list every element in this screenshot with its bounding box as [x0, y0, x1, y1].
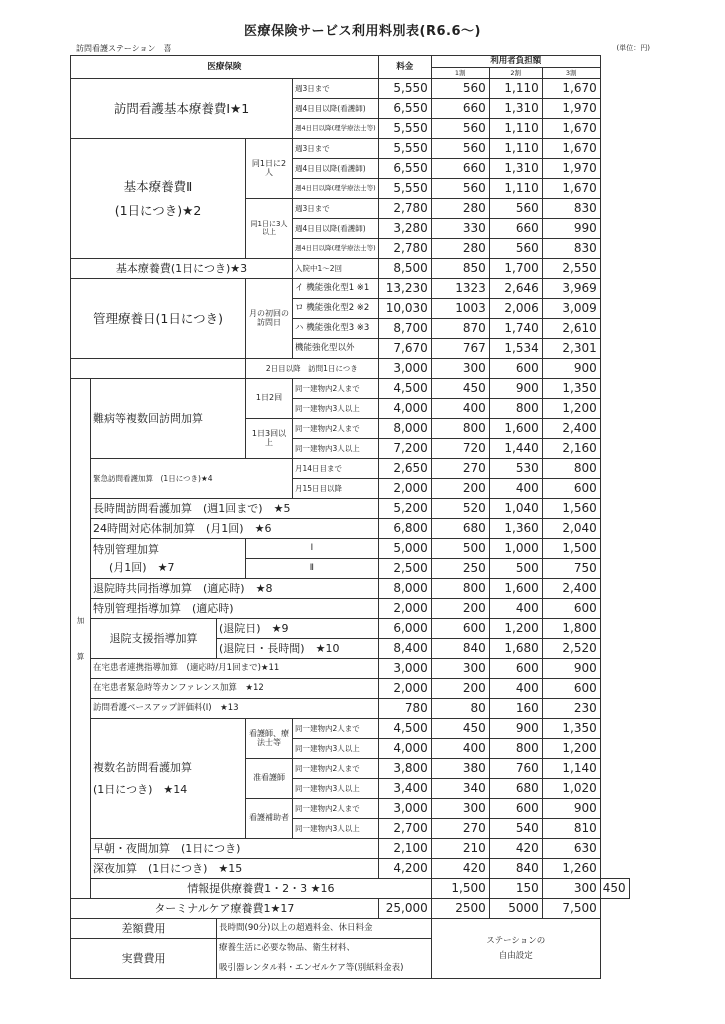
row-fee: 3,400: [378, 779, 431, 799]
row-p3: 800: [542, 459, 600, 479]
mgmt-second-sub: 2日目以降 訪問1日につき: [246, 359, 379, 379]
row-p3: 2,400: [542, 419, 600, 439]
row-fee: 3,000: [378, 659, 431, 679]
basic2-label-line1: 基本療養費Ⅱ: [123, 179, 193, 195]
row-p1: 280: [431, 199, 489, 219]
row-p1: 800: [431, 419, 489, 439]
row-p3: 1,670: [542, 79, 600, 99]
row-p1: 520: [431, 499, 489, 519]
early-night-label: 早朝・夜間加算 (1日につき): [91, 839, 379, 859]
self-set-line2: 自由設定: [498, 950, 533, 961]
row-fee: 4,000: [378, 399, 431, 419]
row-fee: 5,550: [378, 79, 431, 99]
actual-cost-label: 実費費用: [71, 939, 217, 979]
row-p3: 1,020: [542, 779, 600, 799]
row-p2: 400: [489, 599, 542, 619]
row-sub: 週3日まで: [293, 79, 379, 99]
row-p3: 830: [542, 239, 600, 259]
row-p2: 1,200: [489, 619, 542, 639]
row-p1: 850: [431, 259, 489, 279]
row-sub: 月14日目まで: [293, 459, 379, 479]
header-3wari: 3割: [542, 68, 600, 79]
row-p1: 400: [431, 739, 489, 759]
row-sub: (退院日・長時間) ★10: [217, 639, 379, 659]
row-p1: 660: [431, 159, 489, 179]
self-set-line1: ステーションの: [486, 935, 546, 946]
row-sub: 週3日まで: [293, 139, 379, 159]
row-sub: 同一建物内2人まで: [293, 379, 379, 399]
row-p2: 1,000: [489, 539, 542, 559]
basic2-label-line2: (1日につき)★2: [114, 202, 202, 218]
row-p2: 1,534: [489, 339, 542, 359]
row-sub: 同一建物内3人以上: [293, 399, 379, 419]
row-fee: 2,500: [378, 559, 431, 579]
header-fee: 料金: [378, 56, 431, 79]
row-fee: 2,780: [378, 199, 431, 219]
row-p3: 810: [542, 819, 600, 839]
row-p1: 150: [489, 879, 542, 899]
row-p2: 1,600: [489, 579, 542, 599]
header-burden: 利用者負担額: [431, 56, 600, 68]
special-guide-label: 特別管理指導加算 (適応時): [91, 599, 379, 619]
row-fee: 2,780: [378, 239, 431, 259]
row-p3: 600: [542, 479, 600, 499]
row-p3: 600: [542, 599, 600, 619]
special-mgmt-label-2: (月1回) ★7: [109, 560, 175, 574]
row-p1: 300: [431, 799, 489, 819]
row-sub: ハ 機能強化型3 ※3: [293, 319, 379, 339]
row-p1: 660: [431, 99, 489, 119]
basic2-group-a: 同1日に2人: [246, 139, 293, 199]
row-fee: 3,000: [378, 359, 431, 379]
row-p1: 200: [431, 599, 489, 619]
discharge-support-label: 退院支援指導加算: [91, 619, 217, 659]
row-p3: 1,670: [542, 139, 600, 159]
row-p3: 2,400: [542, 579, 600, 599]
multi-staff-group-3: 看護補助者: [246, 799, 293, 839]
row-p3: 1,970: [542, 99, 600, 119]
special-mgmt-label: [91, 539, 246, 579]
row-p2: 600: [489, 659, 542, 679]
h24-label: 24時間対応体制加算 (月1回) ★6: [91, 519, 379, 539]
multi-visit-group-2: 1日3回以上: [246, 419, 293, 459]
row-p3: 900: [542, 799, 600, 819]
row-p2: 1,740: [489, 319, 542, 339]
row-p1: 560: [431, 139, 489, 159]
row-sub: (退院日) ★9: [217, 619, 379, 639]
row-p3: 2,040: [542, 519, 600, 539]
row-fee: 2,000: [378, 599, 431, 619]
row-fee: 780: [378, 699, 431, 719]
row-p2: 800: [489, 739, 542, 759]
row-fee: 5,550: [378, 139, 431, 159]
row-fee: 25,000: [378, 899, 431, 919]
row-fee: 2,000: [378, 679, 431, 699]
row-fee: 5,550: [378, 119, 431, 139]
row-sub: 週4日目以降(看護師): [293, 99, 379, 119]
row-p3: 1,350: [542, 379, 600, 399]
row-p1: 300: [431, 659, 489, 679]
multi-staff-label-2: (1日につき) ★14: [93, 782, 188, 796]
station-name: 訪問看護ステーション 喜: [76, 44, 172, 53]
row-p2: 660: [489, 219, 542, 239]
row-fee: 4,000: [378, 739, 431, 759]
multi-staff-label: [91, 719, 246, 839]
row-p1: 1323: [431, 279, 489, 299]
diff-cost-desc: 長時間(90分)以上の超過料金、休日料金: [217, 919, 432, 939]
row-fee: 3,280: [378, 219, 431, 239]
row-p2: 5000: [489, 899, 542, 919]
row-p3: 2,301: [542, 339, 600, 359]
row-fee: 6,800: [378, 519, 431, 539]
row-p2: 2,006: [489, 299, 542, 319]
row-p3: 750: [542, 559, 600, 579]
row-fee: 7,200: [378, 439, 431, 459]
multi-visit-label: 難病等複数回訪問加算: [91, 379, 246, 459]
multi-staff-group-1: 看護師、療法士等: [246, 719, 293, 759]
row-fee: 13,230: [378, 279, 431, 299]
row-sub: 週4日目以降(看護師): [293, 159, 379, 179]
row-p3: 830: [542, 199, 600, 219]
row-p1: 200: [431, 479, 489, 499]
row-sub: 同一建物内3人以上: [293, 779, 379, 799]
row-p2: 800: [489, 399, 542, 419]
self-set-note: [431, 919, 600, 979]
row-p3: 1,200: [542, 399, 600, 419]
row-p2: 1,360: [489, 519, 542, 539]
home-emerg-label: 在宅患者緊急時等カンファレンス加算 ★12: [91, 679, 379, 699]
row-p2: 400: [489, 479, 542, 499]
row-fee: 8,000: [378, 579, 431, 599]
special-mgmt-label-1: 特別管理加算: [93, 542, 159, 556]
row-sub: 同一建物内3人以上: [293, 819, 379, 839]
row-p2: 900: [489, 719, 542, 739]
row-sub: Ⅱ: [246, 559, 379, 579]
header-insurance: 医療保険: [71, 56, 379, 79]
terminal-label: ターミナルケア療養費1★17: [71, 899, 379, 919]
row-p2: 160: [489, 699, 542, 719]
mgmt-label: 管理療養日(1日につき): [71, 279, 246, 359]
row-p3: 2,520: [542, 639, 600, 659]
row-fee: 5,000: [378, 539, 431, 559]
row-p3: 630: [542, 839, 600, 859]
row-p1: 420: [431, 859, 489, 879]
row-sub: 同一建物内2人まで: [293, 759, 379, 779]
basic2-group-b: 同1日に3人以上: [246, 199, 293, 259]
row-sub: ロ 機能強化型2 ※2: [293, 299, 379, 319]
row-fee: 8,700: [378, 319, 431, 339]
mgmt-first-visit: 月の初回の訪問日: [246, 279, 293, 359]
home-coop-label: 在宅患者連携指導加算 (適応時/月1回まで)★11: [91, 659, 379, 679]
row-p3: 2,160: [542, 439, 600, 459]
row-p2: 1,110: [489, 119, 542, 139]
row-fee: 6,550: [378, 159, 431, 179]
row-fee: 5,550: [378, 179, 431, 199]
row-p3: 1,350: [542, 719, 600, 739]
row-p2: 1,700: [489, 259, 542, 279]
row-fee: 5,200: [378, 499, 431, 519]
row-p2: 900: [489, 379, 542, 399]
row-p3: 3,969: [542, 279, 600, 299]
row-sub: 週4日目以降(看護師): [293, 219, 379, 239]
row-sub: 同一建物内2人まで: [293, 419, 379, 439]
row-p1: 560: [431, 79, 489, 99]
fee-table-body: [70, 55, 630, 979]
row-p3: 900: [542, 659, 600, 679]
row-p1: 200: [431, 679, 489, 699]
row-p2: 420: [489, 839, 542, 859]
row-fee: 2,100: [378, 839, 431, 859]
row-p3: 990: [542, 219, 600, 239]
row-p2: 400: [489, 679, 542, 699]
row-p3: 450: [600, 879, 629, 899]
row-p1: 870: [431, 319, 489, 339]
row-p1: 330: [431, 219, 489, 239]
long-visit-label: 長時間訪問看護加算 (週1回まで) ★5: [91, 499, 379, 519]
row-p3: 230: [542, 699, 600, 719]
row-fee: 4,200: [378, 859, 431, 879]
row-p3: 1,970: [542, 159, 600, 179]
row-sub: 週4日目以降(理学療法士等): [293, 119, 379, 139]
row-p1: 380: [431, 759, 489, 779]
row-sub: 入院中1～2回: [293, 259, 379, 279]
row-p1: 680: [431, 519, 489, 539]
row-p2: 760: [489, 759, 542, 779]
row-sub: 週4日目以降(理学療法士等): [293, 179, 379, 199]
row-sub: 週3日まで: [293, 199, 379, 219]
row-fee: 1,500: [431, 879, 489, 899]
kasan-label-a: 加: [76, 615, 85, 625]
basic3-label: 基本療養費(1日につき)★3: [71, 259, 293, 279]
row-p1: 600: [431, 619, 489, 639]
page-title: 医療保険サービス利用料別表(R6.6～): [244, 24, 481, 39]
row-p3: 2,550: [542, 259, 600, 279]
row-p3: 2,610: [542, 319, 600, 339]
row-p2: 1,040: [489, 499, 542, 519]
row-p2: 600: [489, 799, 542, 819]
row-p1: 450: [431, 379, 489, 399]
row-p3: 1,200: [542, 739, 600, 759]
row-p2: 560: [489, 199, 542, 219]
row-p1: 210: [431, 839, 489, 859]
row-p2: 1,110: [489, 79, 542, 99]
row-fee: 8,400: [378, 639, 431, 659]
header-2wari: 2割: [489, 68, 542, 79]
urgent-label: 緊急訪問看護加算 (1日につき)★4: [91, 459, 293, 499]
row-sub: 同一建物内3人以上: [293, 439, 379, 459]
row-p2: 1,110: [489, 139, 542, 159]
row-fee: 3,800: [378, 759, 431, 779]
row-fee: 8,000: [378, 419, 431, 439]
row-p1: 720: [431, 439, 489, 459]
row-p3: 900: [542, 359, 600, 379]
row-sub: 同一建物内2人まで: [293, 719, 379, 739]
row-p3: 1,670: [542, 179, 600, 199]
row-p1: 560: [431, 119, 489, 139]
row-p1: 340: [431, 779, 489, 799]
row-fee: 7,670: [378, 339, 431, 359]
row-fee: 2,700: [378, 819, 431, 839]
row-p2: 840: [489, 859, 542, 879]
row-p1: 250: [431, 559, 489, 579]
row-p1: 560: [431, 179, 489, 199]
row-sub: 同一建物内2人まで: [293, 799, 379, 819]
row-fee: 6,550: [378, 99, 431, 119]
row-p1: 800: [431, 579, 489, 599]
row-p2: 2,646: [489, 279, 542, 299]
multi-staff-group-2: 准看護師: [246, 759, 293, 799]
row-p3: 1,260: [542, 859, 600, 879]
row-p3: 1,670: [542, 119, 600, 139]
row-p2: 560: [489, 239, 542, 259]
row-p2: 1,680: [489, 639, 542, 659]
basic1-label: 訪問看護基本療養費Ⅰ★1: [71, 79, 293, 139]
row-p2: 1,600: [489, 419, 542, 439]
row-fee: 6,000: [378, 619, 431, 639]
row-p2: 530: [489, 459, 542, 479]
row-p2: 680: [489, 779, 542, 799]
row-fee: 2,000: [378, 479, 431, 499]
row-p1: 400: [431, 399, 489, 419]
row-fee: 10,030: [378, 299, 431, 319]
multi-staff-label-1: 複数名訪問看護加算: [93, 760, 192, 774]
row-p3: 600: [542, 679, 600, 699]
row-sub: 月15日目以降: [293, 479, 379, 499]
row-p2: 1,110: [489, 179, 542, 199]
row-sub: 機能強化型以外: [293, 339, 379, 359]
row-fee: 3,000: [378, 799, 431, 819]
row-p3: 1,140: [542, 759, 600, 779]
kasan-label: [71, 379, 91, 899]
row-p1: 840: [431, 639, 489, 659]
actual-cost-desc2: 吸引器レンタル料・エンゼルケア等(別紙料金表): [217, 959, 432, 979]
row-p1: 2500: [431, 899, 489, 919]
row-p2: 300: [542, 879, 600, 899]
row-fee: 4,500: [378, 719, 431, 739]
row-fee: 8,500: [378, 259, 431, 279]
row-fee: 4,500: [378, 379, 431, 399]
row-p1: 767: [431, 339, 489, 359]
row-p1: 270: [431, 819, 489, 839]
row-p1: 280: [431, 239, 489, 259]
row-p2: 1,440: [489, 439, 542, 459]
row-p3: 1,500: [542, 539, 600, 559]
row-p1: 450: [431, 719, 489, 739]
late-night-label: 深夜加算 (1日につき) ★15: [91, 859, 379, 879]
row-fee: 2,650: [378, 459, 431, 479]
fee-table: [70, 55, 630, 979]
discharge-joint-label: 退院時共同指導加算 (適応時) ★8: [91, 579, 379, 599]
diff-cost-label: 差額費用: [71, 919, 217, 939]
row-p3: 7,500: [542, 899, 600, 919]
row-p1: 500: [431, 539, 489, 559]
row-p1: 270: [431, 459, 489, 479]
row-p2: 1,310: [489, 99, 542, 119]
row-sub: 週4日目以降(理学療法士等): [293, 239, 379, 259]
actual-cost-desc1: 療養生活に必要な物品、衛生材料、: [217, 939, 432, 959]
row-p2: 1,310: [489, 159, 542, 179]
multi-visit-group-1: 1日2回: [246, 379, 293, 419]
baseup-label: 訪問看護ベースアップ評価料(Ⅰ) ★13: [91, 699, 379, 719]
row-sub: 同一建物内3人以上: [293, 739, 379, 759]
row-p3: 3,009: [542, 299, 600, 319]
info-label: 情報提供療養費1・2・3 ★16: [91, 879, 432, 899]
row-p3: 1,800: [542, 619, 600, 639]
unit-note: (単位：円): [616, 44, 650, 52]
header-1wari: 1割: [431, 68, 489, 79]
row-sub: Ⅰ: [246, 539, 379, 559]
basic2-label: [71, 139, 246, 259]
row-p1: 80: [431, 699, 489, 719]
row-p2: 600: [489, 359, 542, 379]
row-p1: 300: [431, 359, 489, 379]
kasan-label-b: 算: [76, 651, 85, 661]
row-sub: イ 機能強化型1 ※1: [293, 279, 379, 299]
row-p2: 500: [489, 559, 542, 579]
row-p1: 1003: [431, 299, 489, 319]
row-p3: 1,560: [542, 499, 600, 519]
row-p2: 540: [489, 819, 542, 839]
